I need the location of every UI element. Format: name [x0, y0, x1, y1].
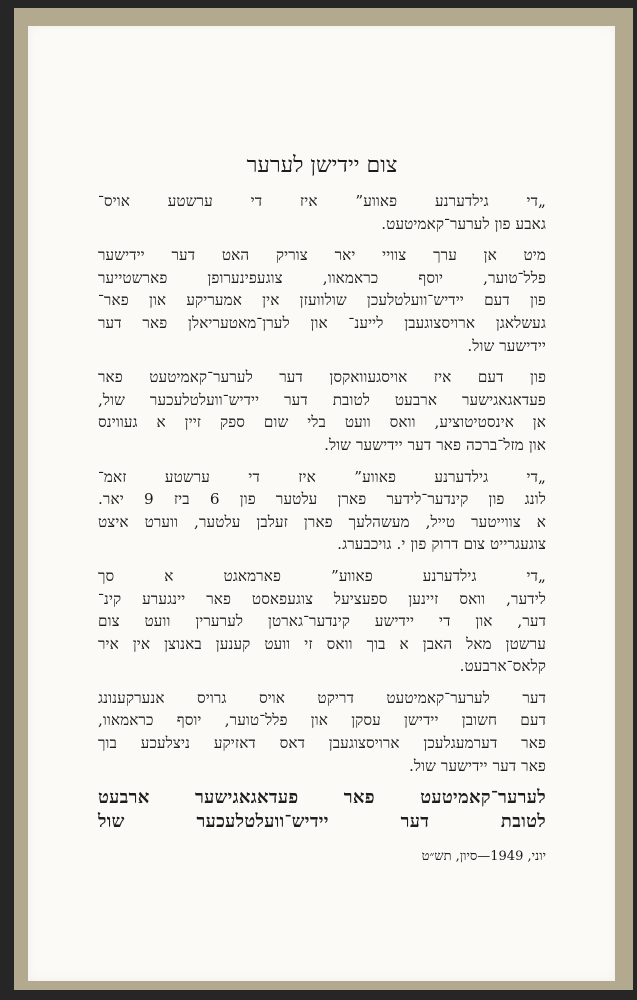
text-line: לידער, וואס זיינען ספעציעל צוגעפאסט פאר יינגערע קינ־ [98, 589, 546, 608]
publication-date: יוני, 1949—סיון, תש״ט [421, 849, 546, 865]
signature-line-1: לערער־קאמיטעט פאר פעדאגאגישער ארבעט [98, 787, 546, 809]
text-line: „די גילדערנע פאווע” איז די ערשטע זאמ־ [98, 467, 546, 486]
text-line: גאבע פון לערער־קאמיטעט. [381, 214, 546, 233]
paragraph [98, 190, 546, 235]
text-line: אן אינסטיטוציע, וואס וועט בלי שום ספק זיין א געווינס [98, 413, 546, 432]
text-line: לונג פון קינדער־לידער פארן עלטער פון 6 ביז 9 יאר. [98, 490, 546, 509]
text-line: א צווייטער טייל, מעשהלעך פארן זעלבן עלטער, ווערט איצט [98, 512, 546, 531]
text-line: דער, און די יידישע קינדער־גארטן לערערין וועט צום [98, 612, 546, 631]
text-line: פלל־טוער, יוסף כראמאוו, צוגעפינערופן פארשטייער [98, 268, 546, 287]
text-line: פאר דער יידישער שול. [408, 756, 546, 775]
signature-block [98, 786, 546, 834]
page-text [98, 152, 546, 866]
text-line: צוגעגרייט צום דרוק פון י. גויכבערג. [337, 535, 546, 554]
signature-line-2: לטובת דער יידיש־וועלטלעכער שול [98, 811, 546, 833]
text-line: יידישער שול. [467, 336, 546, 355]
text-line: „די גילדערנע פאווע” איז די ערשטע אויס־ [98, 192, 546, 210]
text-line: פון דעם יידיש־וועלטלעכן שולוועזן אין אמעריקע און פאר־ [98, 291, 546, 310]
text-line: פעדאגאגישער ארבעט לטובת דער יידיש־וועלטלעכער שול, [98, 390, 546, 409]
page-title: צום יידישן לערער [246, 153, 398, 178]
paragraph [98, 244, 546, 357]
body-text [98, 190, 546, 777]
paragraph [98, 366, 546, 456]
text-line: „די גילדערנע פאווע” פארמאגט א סך [98, 566, 546, 585]
paragraph [98, 466, 546, 556]
text-line: פאר דערמעגלעכן ארויסצוגעבן דאס דאזיקע ניצלעכע בוך [98, 734, 546, 753]
text-line: ערשטן מאל האבן א בוך וואס זי וועט קענען באנוצן אין איר [98, 634, 546, 653]
text-line: געשלאגן ארויסצוגעבן לייענ־ און לערן־מאטעריאלן פאר דער [98, 313, 546, 332]
text-line: מיט אן ערך צוויי יאר צוריק האט דער יידישער [98, 246, 546, 265]
paragraph [98, 565, 546, 678]
text-line: דער לערער־קאמיטעט דריקט אויס גרויס אנערקענונג [98, 688, 546, 707]
text-line: פון דעם איז אויסגעוואקסן דער לערער־קאמיטעט פאר [98, 368, 546, 387]
paragraph [98, 687, 546, 777]
text-line: קלאס־ארבעט. [459, 657, 546, 676]
text-line: דעם חשובן יידישן עסקן און פלל־טוער, יוסף כראמאוו, [98, 711, 546, 730]
text-line: און מזל־ברכה פאר דער יידישער שול. [324, 435, 546, 454]
book-page [28, 26, 615, 981]
